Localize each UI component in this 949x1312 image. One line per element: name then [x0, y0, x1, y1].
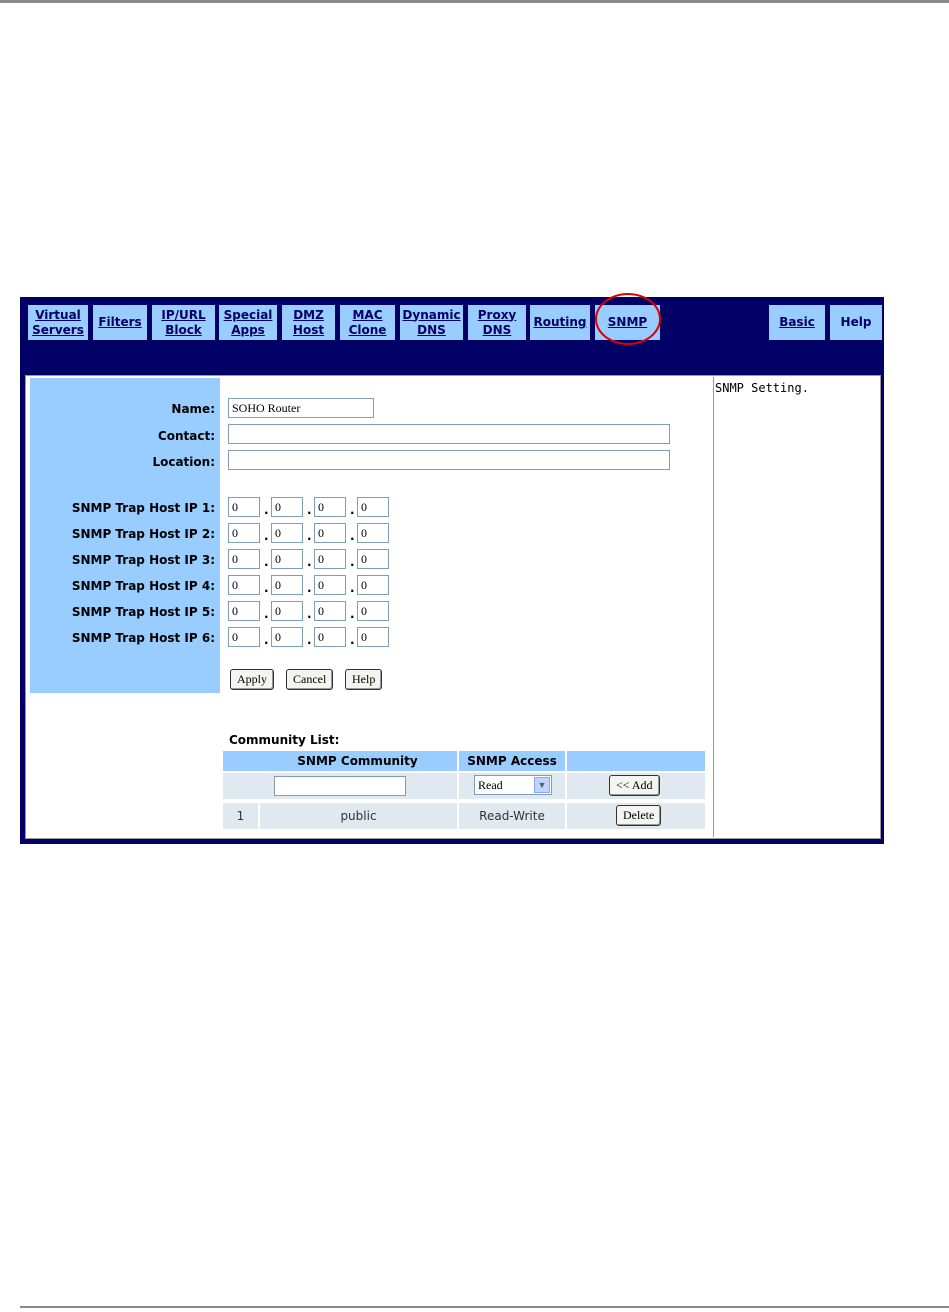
cancel-button[interactable]: Cancel [286, 669, 333, 690]
snmp-highlight-circle [595, 293, 661, 345]
trap-host-ip-octet[interactable] [228, 601, 260, 621]
location-field[interactable] [228, 450, 670, 470]
community-col-header: SNMP Community [258, 751, 457, 771]
page-top-rule [0, 0, 949, 3]
tab-basic[interactable]: Basic [769, 305, 825, 340]
access-select-value: Read [478, 778, 503, 792]
content-area [25, 375, 881, 839]
trap-host-ip-octet[interactable] [271, 497, 303, 517]
access-col-header: SNMP Access [459, 751, 565, 771]
trap-host-ip-octet[interactable] [357, 627, 389, 647]
ip-dot: . [264, 555, 269, 569]
trap-host-ip-label: SNMP Trap Host IP 3: [71, 553, 215, 567]
ip-dot: . [350, 633, 355, 647]
trap-host-ip-octet[interactable] [228, 627, 260, 647]
tab-mac-clone[interactable]: MAC Clone [340, 305, 395, 340]
trap-host-ip-octet[interactable] [314, 601, 346, 621]
ip-dot: . [307, 503, 312, 517]
ip-dot: . [264, 581, 269, 595]
trap-host-ip-octet[interactable] [314, 575, 346, 595]
trap-host-ip-octet[interactable] [271, 523, 303, 543]
trap-host-ip-label: SNMP Trap Host IP 1: [71, 501, 215, 515]
tab-dynamic-dns[interactable]: Dynamic DNS [400, 305, 463, 340]
page-bottom-rule [20, 1306, 949, 1308]
help-text: SNMP Setting. [715, 381, 809, 395]
add-button[interactable]: << Add [609, 775, 660, 796]
ip-dot: . [307, 633, 312, 647]
contact-label: Contact: [157, 429, 215, 443]
name-label: Name: [171, 402, 215, 416]
name-field[interactable] [228, 398, 374, 418]
delete-button[interactable]: Delete [616, 805, 661, 826]
community-list-title: Community List: [229, 733, 340, 747]
trap-host-ip-octet[interactable] [314, 549, 346, 569]
trap-host-ip-label: SNMP Trap Host IP 2: [71, 527, 215, 541]
trap-host-ip-octet[interactable] [357, 575, 389, 595]
tab-routing[interactable]: Routing [530, 305, 590, 340]
trap-host-ip-octet[interactable] [228, 575, 260, 595]
trap-host-ip-octet[interactable] [271, 549, 303, 569]
community-row-index: 1 [223, 803, 258, 829]
ip-dot: . [307, 607, 312, 621]
tab-virtual-servers[interactable]: Virtual Servers [28, 305, 88, 340]
trap-host-ip-octet[interactable] [357, 497, 389, 517]
apply-button[interactable]: Apply [230, 669, 274, 690]
community-col-header-blank [223, 751, 258, 771]
help-button[interactable]: Help [345, 669, 382, 690]
ip-dot: . [307, 581, 312, 595]
tab-filters[interactable]: Filters [93, 305, 147, 340]
trap-host-ip-octet[interactable] [228, 523, 260, 543]
tab-help[interactable]: Help [830, 305, 882, 340]
help-panel [715, 377, 881, 837]
community-row-name: public [260, 803, 457, 829]
contact-field[interactable] [228, 424, 670, 444]
ip-dot: . [350, 503, 355, 517]
ip-dot: . [307, 529, 312, 543]
trap-host-ip-label: SNMP Trap Host IP 5: [71, 605, 215, 619]
trap-host-ip-octet[interactable] [228, 497, 260, 517]
trap-host-ip-label: SNMP Trap Host IP 6: [71, 631, 215, 645]
help-divider [713, 377, 714, 837]
tab-snmp[interactable]: SNMP [595, 305, 660, 340]
tab-dmz-host[interactable]: DMZ Host [282, 305, 335, 340]
trap-host-ip-label: SNMP Trap Host IP 4: [71, 579, 215, 593]
tab-proxy-dns[interactable]: Proxy DNS [468, 305, 526, 340]
tab-special-apps[interactable]: Special Apps [219, 305, 277, 340]
ip-dot: . [350, 529, 355, 543]
router-admin-window [20, 297, 884, 844]
ip-dot: . [350, 555, 355, 569]
ip-dot: . [264, 633, 269, 647]
location-label: Location: [152, 455, 215, 469]
trap-host-ip-octet[interactable] [271, 601, 303, 621]
tab-ip-url-block[interactable]: IP/URL Block [152, 305, 215, 340]
trap-host-ip-octet[interactable] [228, 549, 260, 569]
trap-host-ip-octet[interactable] [357, 601, 389, 621]
ip-dot: . [350, 581, 355, 595]
trap-host-ip-octet[interactable] [271, 575, 303, 595]
ip-dot: . [350, 607, 355, 621]
trap-host-ip-octet[interactable] [314, 523, 346, 543]
chevron-down-icon[interactable]: ▼ [534, 777, 550, 793]
trap-host-ip-octet[interactable] [314, 497, 346, 517]
ip-dot: . [264, 503, 269, 517]
trap-host-ip-octet[interactable] [271, 627, 303, 647]
trap-host-ip-octet[interactable] [357, 549, 389, 569]
community-row-access: Read-Write [459, 803, 565, 829]
access-select[interactable] [474, 775, 552, 795]
ip-dot: . [307, 555, 312, 569]
action-col-header [567, 751, 705, 771]
trap-host-ip-octet[interactable] [357, 523, 389, 543]
ip-dot: . [264, 529, 269, 543]
trap-host-ip-octet[interactable] [314, 627, 346, 647]
new-community-input[interactable] [274, 776, 406, 796]
ip-dot: . [264, 607, 269, 621]
